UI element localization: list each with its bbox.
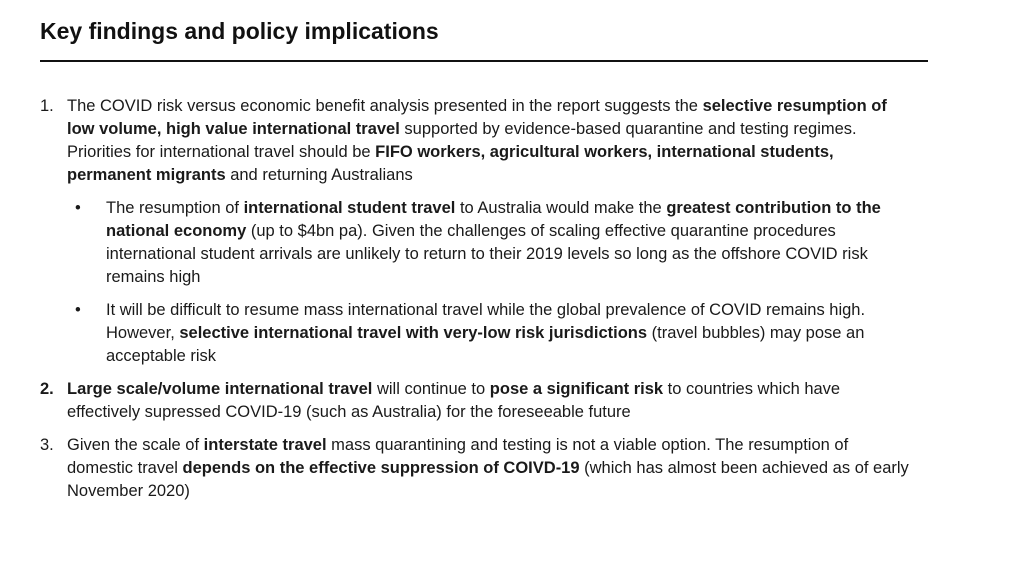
sub-bullet-item: • The resumption of international student travel to Australia would make the greatest contribution to the national economy (up to $4bn pa). Given the challenges of scaling effective quarantine procedures international student arrivals are unlikely to return to their 2019 levels so long as the offshore COVID risk remains high [75,199,881,286]
item-number: 2. [40,380,54,398]
bullet-icon: • [75,199,81,217]
title-divider [40,60,928,62]
finding-text: Large scale/volume international travel will continue to pose a significant risk to countries which have effectively supressed COVID-19 (such as Australia) for the foreseeable future [67,380,841,421]
finding-item-3 [40,434,910,503]
bullet-icon: • [75,301,81,319]
sub-bullet-item: • It will be difficult to resume mass international travel while the global prevalence of COVID remains high. However, selective international travel with very-low risk jurisdictions (travel bubbles) may pose an acceptable risk [75,301,866,365]
item-number: 1. [40,97,54,115]
sub-bullet-list [67,197,910,368]
item-number: 3. [40,436,54,454]
page-title: Key findings and policy implications [40,18,439,44]
finding-item-2 [40,378,910,424]
findings-list [40,95,910,513]
finding-text: The COVID risk versus economic benefit analysis presented in the report suggests the selective resumption of low volume, high value international travel supported by evidence-based quarantine and testing regimes. Priorities for international travel should be FIFO workers, agricultural workers, international students, permanent migrants and returning Australians [67,97,887,184]
finding-text: Given the scale of interstate travel mass quarantining and testing is not a viable option. The resumption of domestic travel depends on the effective suppression of COIVD-19 (which has almost been achieved as of early November 2020) [67,436,909,500]
finding-item-1 [40,95,910,368]
